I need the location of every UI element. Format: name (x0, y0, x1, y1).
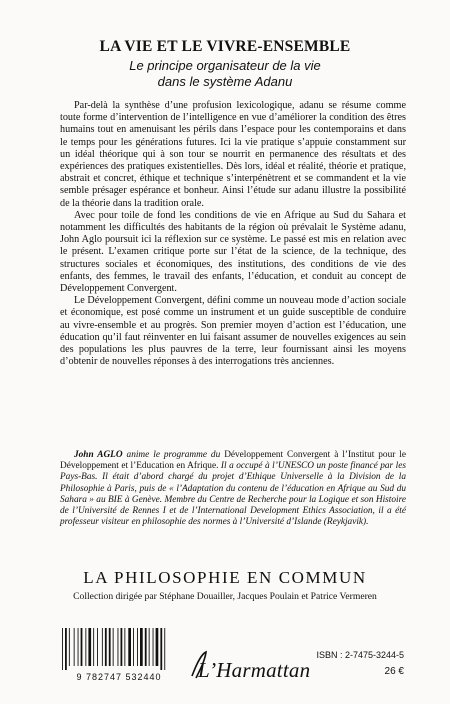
bio-text-3: Il a occupé à l’UNESCO un poste financé par les Pays-Bas. Il était d’abord chargé du projet d’Ethique Universelle à la Division de la Philosophie à Paris, puis de « l’Adaptation du contenu de l’éducation en Afrique au Sud du Sahara » au BIE à Genève. Membre du Centre de Recherche pour la Logique et son Histoire de l’Université de Rennes I et de l’International Development Ethics Association, il a été professeur visiteur en philosophie des normes à l’Université d’Islande (Reykjavik). (60, 461, 406, 528)
author-bio (60, 450, 406, 528)
subtitle-line-2: dans le système Adanu (157, 74, 293, 89)
publisher-name: L’Harmattan (198, 658, 311, 682)
barcode-number: 9 782747 532440 (76, 672, 162, 682)
synopsis-paragraph-2: Avec pour toile de fond les conditions de vie en Afrique au Sud du Sahara et notamment les difficultés des habitants de la région où prévalait le Système adanu, John Aglo poursuit ici la réflexion sur ce système. Le passé est mis en relation avec le présent. L’examen critique porte sur l’état de la science, de la technique, des structures sociales et économiques, des institutions, des conditions de vie des enfants, des femmes, le travail des enfants, l’éducation, et conduit au concept de Développement Convergent. (60, 209, 406, 295)
book-title: LA VIE ET LE VIVRE-ENSEMBLE (99, 38, 351, 55)
collection-name: LA PHILOSOPHIE EN COMMUN (83, 568, 367, 587)
subtitle-line-1: Le principe organisateur de la vie (129, 58, 321, 73)
bio-text-1: anime le programme du (122, 450, 225, 460)
bio-text-2: Développement Convergent à l’Institut pour le Développement et l’Education en Afrique. (60, 450, 406, 472)
price: 26 € (384, 666, 404, 677)
synopsis-paragraph-3: Le Développement Convergent, défini comme un nouveau mode d’action sociale et économique, est posé comme un instrument et un guide susceptible de conduire au vivre-ensemble et au progrès. Son premier moyen d’action est l’éducation, une éducation qu’il faut réinventer en lui faisant assumer de nouvelles exigences au sein des populations les plus pauvres de la terre, leur fournissant ainsi les moyens d’obtenir de nouvelles réponses à des interrogations très anciennes. (60, 295, 406, 368)
barcode (60, 628, 178, 674)
isbn: ISBN : 2-7475-3244-5 (316, 650, 404, 660)
synopsis (60, 100, 406, 368)
synopsis-paragraph-1: Par-delà la synthèse d’une profusion lexicologique, adanu se résume comme toute forme d’intervention de l’intelligence en vue d’améliorer la condition des êtres humains tout en amenuisant les périls dans l’espace pour les contemporains et dans le temps pour les générations futures. Ici la vie pratique s’appuie constamment sur un idéal théorique qui à son tour se nourrit en permanence des résultats et des expériences des pratiques existentielles. Dès lors, idéal et réalité, théorie et pratique, abstrait et concret, éthique et technique s’interpénètrent et se commandent et la vie semble présager espérance et bonheur. Ainsi l’étude sur adanu illustre la possibilité de la théorie dans la tradition orale. (60, 100, 406, 209)
book-subtitle (0, 58, 450, 90)
author-name: John AGLO (74, 450, 123, 460)
collection-directors: Collection dirigée par Stéphane Douailler, Jacques Poulain et Patrice Vermeren (73, 591, 377, 602)
